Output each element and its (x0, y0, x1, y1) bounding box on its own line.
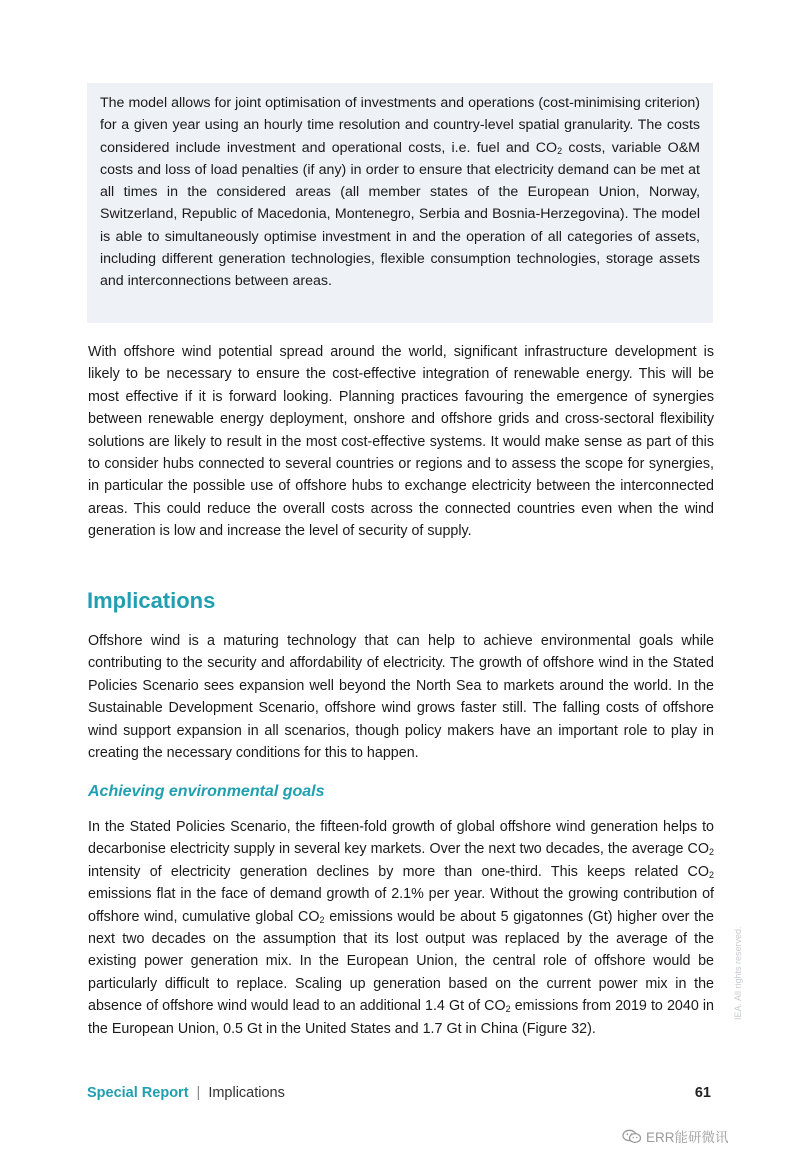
footer-report-title: Special Report (87, 1085, 189, 1101)
env-text-e: emissions from 2019 to 2040 in the European Union, 0.5 Gt in the United States and 1.7 Gt in China (Figure 32). (88, 998, 714, 1037)
watermark-text: ERR能研微讯 (646, 1130, 729, 1145)
env-text-a: In the Stated Policies Scenario, the fifteen-fold growth of global offshore wind generation helps to decarbonise electricity supply in several key markets. Over the next two decades, the average CO (88, 819, 714, 858)
footer-separator: | (196, 1085, 201, 1101)
methodology-text-part2: costs, variable O&M costs and loss of load penalties (if any) in order to ensure that electricity demand can be met at all times in the considered areas (all member states of the European Union, Norway, Switzerland, Republic of Macedonia, Montenegro, Serbia and Bosnia-Herzegovina). The model is able to simultaneously optimise investment in and the operation of all categories of assets, including different generation technologies, flexible consumption technologies, storage assets and interconnections between areas. (100, 139, 700, 290)
env-text-c: emissions flat in the face of demand growth of 2.1% per year. Without the growing contribution of offshore wind, cumulative global CO (88, 886, 714, 925)
page-footer (87, 1085, 713, 1105)
subscript-2: 2 (505, 1004, 511, 1015)
page-number: 61 (694, 1085, 711, 1101)
subscript-2: 2 (557, 145, 563, 156)
implications-paragraph: Offshore wind is a maturing technology that can help to achieve environmental goals while contributing to the security and affordability of electricity. The growth of offshore wind in the Stated Policies Scenario sees expansion well beyond the North Sea to markets around the world. In the Sustainable Development Scenario, offshore wind grows faster still. The falling costs of offshore wind support expansion in all scenarios, though policy makers have an important role to play in creating the necessary conditions for this to happen. (88, 633, 714, 762)
subscript-2: 2 (708, 869, 714, 880)
wechat-icon (622, 1129, 642, 1144)
subheading-environmental-goals: Achieving environmental goals (88, 783, 325, 800)
env-text-d: emissions would be about 5 gigatonnes (Gt) higher over the next two decades on the assumption that its lost output was replaced by the average of the existing power generation mix. In the European Union, the central role of offshore would be particularly difficult to replace. Scaling up generation based on the current power mix in the absence of offshore wind would lead to an additional 1.4 Gt of CO (88, 908, 714, 1015)
subscript-2: 2 (708, 847, 714, 858)
methodology-text (100, 92, 700, 293)
methodology-box (87, 83, 713, 323)
env-text-b: intensity of electricity generation declines by more than one-third. This keeps related CO (88, 863, 709, 880)
section-heading-implications: Implications (87, 588, 216, 613)
infrastructure-paragraph: With offshore wind potential spread around the world, significant infrastructure development is likely to be necessary to ensure the cost-effective integration of renewable energy. This will be most effective if it is forward looking. Planning practices favouring the emergence of synergies between renewable energy deployment, onshore and offshore grids and cross-sectoral flexibility solutions are likely to result in the most cost-effective systems. It would make sense as part of this to consider hubs connected to several countries or regions and to assess the scope for synergies, in particular the possible use of offshore hubs to exchange electricity between the interconnected areas. This could reduce the overall costs across the connected countries even when the wind generation is low and increase the level of security of supply. (88, 344, 714, 540)
footer-section-name: Implications (208, 1085, 285, 1101)
subscript-2: 2 (319, 914, 325, 925)
wechat-watermark (622, 1126, 729, 1146)
environmental-paragraph (88, 816, 714, 1040)
rights-notice: IEA. All rights reserved. (733, 926, 743, 1020)
methodology-text-part1: The model allows for joint optimisation of investments and operations (cost-minimising criterion) for a given year using an hourly time resolution and country-level spatial granularity. The costs considered include investment and operational costs, i.e. fuel and CO (100, 95, 700, 156)
